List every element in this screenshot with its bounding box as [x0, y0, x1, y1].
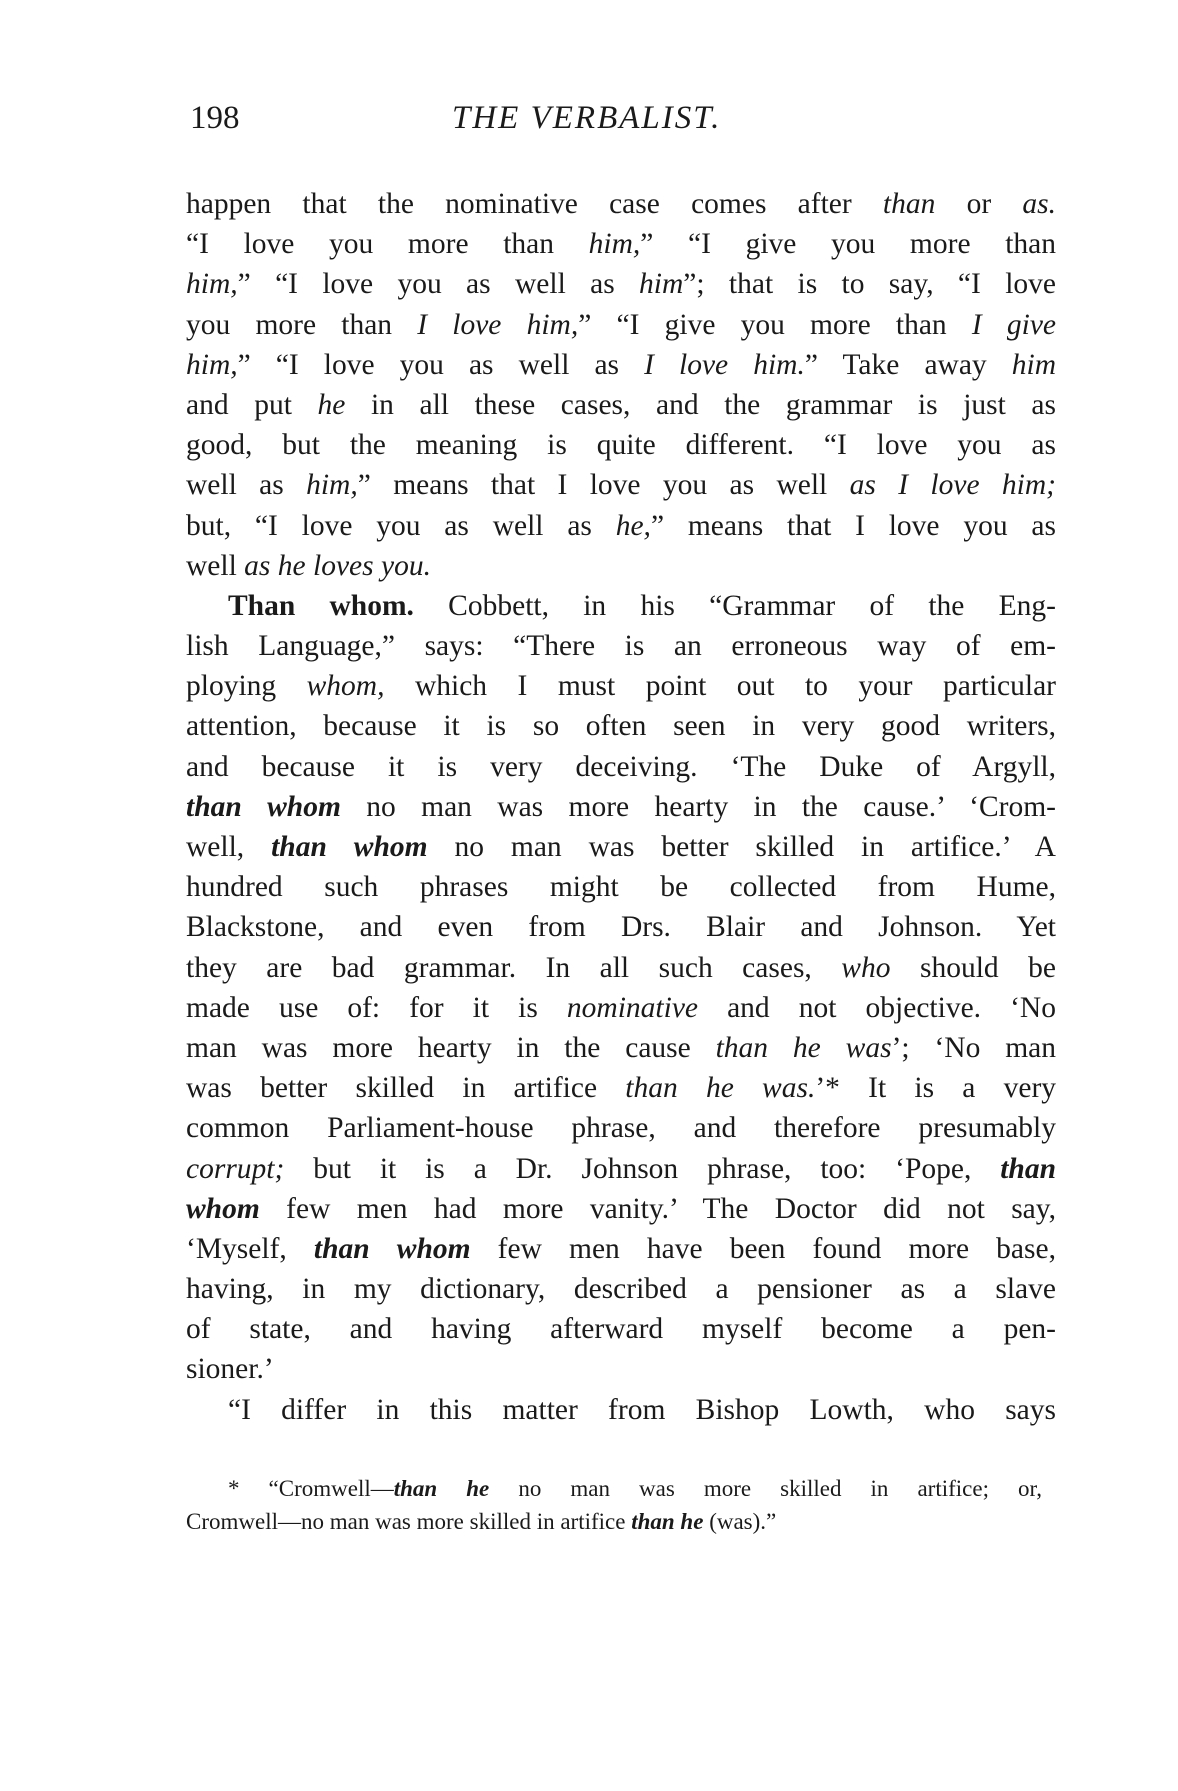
- text-line: [186, 988, 1056, 1028]
- text-run: lish Language,” says: “There is an erroneous way of em-: [186, 630, 1056, 663]
- emphasis-run: him,: [186, 348, 238, 381]
- text-line: [186, 666, 1056, 706]
- text-line: [186, 1229, 1056, 1269]
- text-run: having, in my dictionary, described a pensioner as a slave: [186, 1273, 1056, 1306]
- text-line: [186, 1309, 1056, 1349]
- text-line: [186, 224, 1056, 264]
- text-run: ” “I love you as well as: [237, 348, 645, 381]
- text-line: [186, 264, 1056, 304]
- text-run: hundred such phrases might be collected from Hume,: [186, 871, 1056, 904]
- emphasis-run: than whom: [313, 1232, 471, 1265]
- text-line: [186, 1472, 1042, 1505]
- text-line: [186, 546, 1056, 586]
- text-run: Cobbett, in his “Grammar of the Eng-: [413, 589, 1056, 622]
- text-run: few men have been found more base,: [470, 1232, 1056, 1265]
- emphasis-run: nominative: [566, 991, 699, 1024]
- footnote: [186, 1472, 1042, 1538]
- text-run: “I love you more than: [186, 228, 589, 261]
- text-line: [186, 1269, 1056, 1309]
- text-line: [186, 1028, 1056, 1068]
- text-run: happen that the nominative case comes after: [186, 188, 883, 220]
- text-line: [186, 425, 1056, 465]
- text-line: [186, 305, 1056, 345]
- text-line: [186, 907, 1056, 947]
- text-run: and put: [186, 388, 318, 421]
- text-run: well as: [186, 469, 307, 502]
- text-run: ”; that is to say, “I love: [683, 268, 1056, 301]
- text-run: ” means that I love you as: [650, 509, 1056, 542]
- text-run: common Parliament-house phrase, and therefore presumably: [186, 1112, 1056, 1145]
- emphasis-run: I love him,: [417, 308, 579, 341]
- paragraph-3: [186, 1390, 1056, 1430]
- text-run: and because it is very deceiving. ‘The Duke of Argyll,: [186, 750, 1056, 783]
- text-run: well,: [186, 831, 272, 863]
- text-line: [186, 1149, 1056, 1189]
- text-run: ’* It is a very: [815, 1072, 1057, 1105]
- text-line: [186, 345, 1056, 385]
- emphasis-run: who: [841, 951, 891, 984]
- text-line: [186, 747, 1056, 787]
- text-run: ” means that I love you as well: [357, 469, 850, 502]
- text-run: and not objective. ‘No: [698, 991, 1056, 1024]
- text-line: [186, 948, 1056, 988]
- text-line: [186, 465, 1056, 505]
- text-run: in all these cases, and the grammar is just as: [345, 388, 1056, 421]
- emphasis-run: whom: [186, 1192, 260, 1225]
- text-line: [186, 1349, 1056, 1389]
- paragraph-2: [186, 586, 1056, 1390]
- text-run: should be: [890, 951, 1056, 984]
- emphasis-run: him,: [306, 469, 358, 502]
- emphasis-run: than: [882, 188, 936, 220]
- body-text: [186, 184, 1056, 1430]
- text-line: [186, 867, 1056, 907]
- emphasis-run: Than whom.: [228, 589, 414, 622]
- emphasis-run: as I love him;: [849, 469, 1056, 502]
- text-run: “I differ in this matter from Bishop Lowth, who says: [228, 1393, 1056, 1426]
- text-line: [186, 706, 1056, 746]
- text-line: [186, 184, 1056, 224]
- text-line: [186, 1108, 1056, 1148]
- text-line: [186, 385, 1056, 425]
- emphasis-run: he: [317, 388, 346, 421]
- emphasis-run: whom,: [306, 670, 385, 703]
- emphasis-run: him,: [186, 268, 238, 301]
- text-run: ” “I love you as well as: [237, 268, 640, 301]
- text-run: ” “I give you more than: [640, 228, 1056, 261]
- text-run: or: [935, 188, 1023, 220]
- emphasis-run: than he: [631, 1509, 704, 1534]
- emphasis-run: he,: [615, 509, 651, 542]
- text-run: Cromwell—no man was more skilled in artifice: [186, 1509, 632, 1534]
- text-line: [186, 1505, 1042, 1538]
- text-run: few men had more vanity.’ The Doctor did not say,: [259, 1192, 1056, 1225]
- emphasis-run: him,: [588, 228, 641, 261]
- emphasis-run: as.: [1022, 188, 1056, 220]
- text-run: you more than: [186, 308, 418, 341]
- emphasis-run: I love him.: [644, 348, 805, 381]
- emphasis-run: I give: [971, 308, 1057, 341]
- emphasis-run: him: [639, 268, 684, 301]
- paragraph-1: [186, 184, 1056, 586]
- emphasis-run: than whom: [186, 790, 341, 823]
- text-line: [186, 1068, 1056, 1108]
- emphasis-run: than he was.: [625, 1072, 816, 1105]
- text-run: ” Take away: [804, 348, 1012, 381]
- text-line: [186, 626, 1056, 666]
- text-run: of state, and having afterward myself become a pen-: [186, 1313, 1056, 1346]
- text-line: [186, 787, 1056, 827]
- emphasis-run: him: [1011, 348, 1056, 381]
- running-title: THE VERBALIST.: [452, 100, 722, 136]
- emphasis-run: than: [1000, 1152, 1056, 1185]
- text-run: was better skilled in artifice: [186, 1072, 626, 1105]
- text-run: (was).”: [703, 1509, 777, 1534]
- text-run: ‘Myself,: [186, 1232, 314, 1265]
- text-run: * “Cromwell—: [228, 1476, 394, 1501]
- text-line: [186, 586, 1056, 626]
- text-run: no man was more skilled in artifice; or,: [489, 1476, 1042, 1501]
- emphasis-run: than whom: [271, 831, 428, 863]
- text-line: [186, 827, 1056, 867]
- text-run: ’; ‘No man: [891, 1031, 1056, 1064]
- page-number: 198: [190, 100, 240, 136]
- text-run: attention, because it is so often seen in very good writers,: [186, 710, 1056, 743]
- emphasis-run: than he: [393, 1476, 490, 1501]
- text-run: sioner.’: [186, 1353, 274, 1386]
- emphasis-run: corrupt;: [186, 1152, 285, 1185]
- text-run: no man was better skilled in artifice.’ A: [427, 831, 1056, 863]
- page-header: [190, 100, 1090, 150]
- text-run: but it is a Dr. Johnson phrase, too: ‘Pope,: [284, 1152, 1001, 1185]
- text-line: [186, 1390, 1056, 1430]
- text-run: they are bad grammar. In all such cases,: [186, 951, 842, 984]
- text-line: [186, 506, 1056, 546]
- text-run: but, “I love you as well as: [186, 509, 616, 542]
- emphasis-run: as he loves you.: [244, 549, 431, 582]
- text-run: which I must point out to your particular: [384, 670, 1056, 703]
- footnote-lines: [186, 1472, 1042, 1538]
- text-run: good, but the meaning is quite different. “I love you as: [186, 429, 1056, 462]
- text-run: made use of: for it is: [186, 991, 567, 1024]
- emphasis-run: than he was: [715, 1031, 892, 1064]
- text-run: ” “I give you more than: [578, 308, 972, 341]
- text-run: well: [186, 549, 245, 582]
- text-line: [186, 1189, 1056, 1229]
- text-run: man was more hearty in the cause: [186, 1031, 716, 1064]
- text-run: Blackstone, and even from Drs. Blair and Johnson. Yet: [186, 911, 1056, 944]
- text-run: no man was more hearty in the cause.’ ‘Crom-: [340, 790, 1056, 823]
- text-run: ploying: [186, 670, 307, 703]
